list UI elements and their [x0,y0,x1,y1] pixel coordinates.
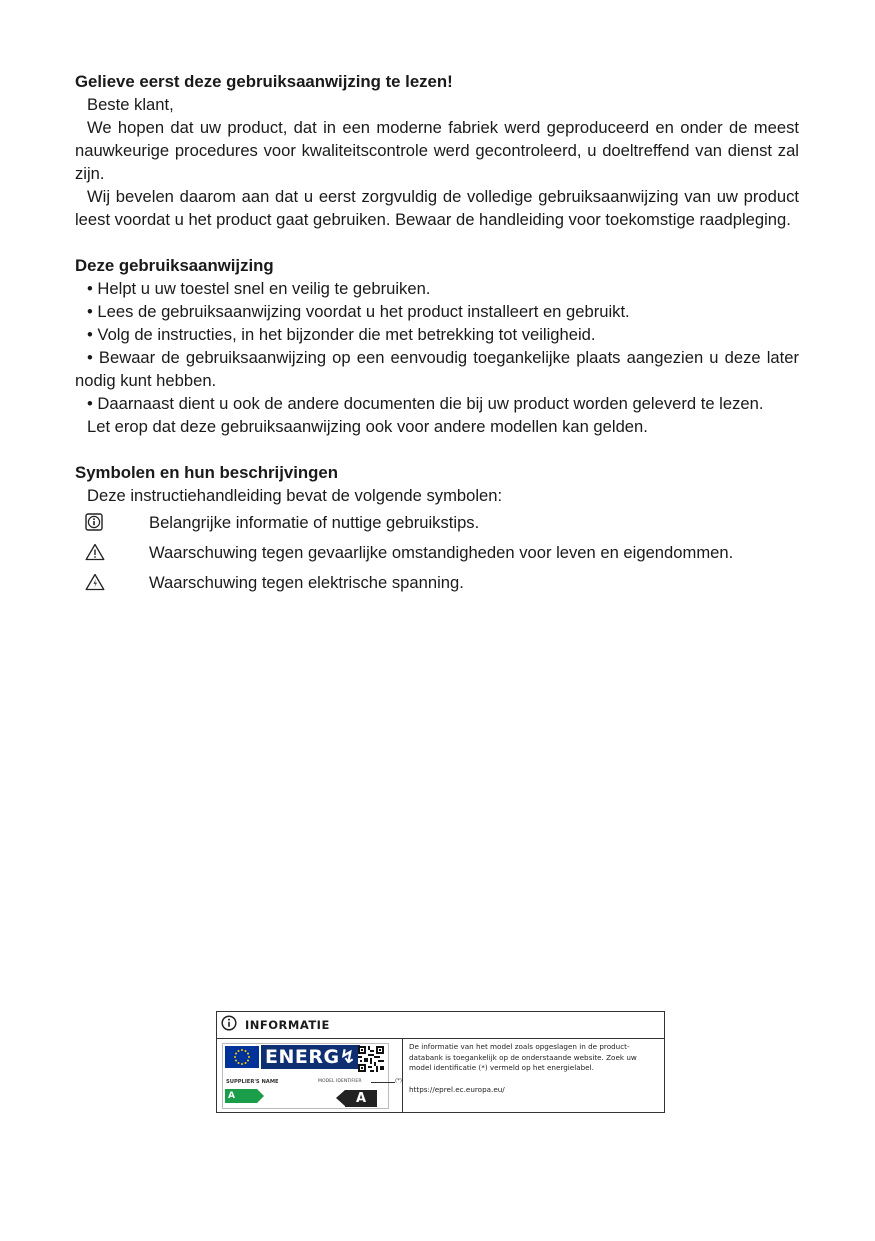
symbol-description: Belangrijke informatie of nuttige gebruikstips. [149,512,480,532]
symbols-heading: Symbolen en hun beschrijvingen [75,463,338,482]
symbol-description: Waarschuwing tegen gevaarlijke omstandigheden voor leven en eigendommen. [149,542,734,562]
info-icon [221,1015,237,1035]
document-page [75,70,799,597]
symbol-row [75,567,799,597]
manual-bullet: • Volg de instructies, in het bijzonder die met betrekking tot veiligheid. [87,325,596,344]
manual-note: Let erop dat deze gebruiksaanwijzing ook voor andere modellen kan gelden. [87,417,648,436]
energy-label [222,1043,403,1109]
information-header [217,1012,664,1039]
model-identifier: MODEL IDENTIFIER [318,1079,362,1084]
intro-paragraph-2: Wij bevelen daarom aan dat u eerst zorgvuldig de volledige gebruiksaanwijzing van uw product leest voordat u het product gaat gebruiken. Bewaar de handleiding voor toekomstige raadpleging. [75,187,799,229]
energy-label-column [217,1039,403,1113]
information-title: INFORMATIE [245,1018,330,1032]
symbols-intro: Deze instructiehandleiding bevat de volgende symbolen: [87,486,503,505]
manual-heading: Deze gebruiksaanwijzing [75,256,274,275]
energy-scale-arrow: A [225,1089,257,1103]
qr-code-icon [358,1046,384,1072]
energy-brand: ENERG↯ [261,1045,360,1069]
eu-flag-icon [225,1046,259,1068]
supplier-name: SUPPLIER'S NAME [226,1079,279,1085]
information-text-column [403,1039,664,1113]
warning-icon [75,543,149,561]
lightning-icon: ↯ [339,1046,357,1068]
symbol-description: Waarschuwing tegen elektrische spanning. [149,572,464,592]
model-pointer-line [371,1082,395,1083]
manual-bullet: • Lees de gebruiksaanwijzing voordat u het product installeert en gebruikt. [87,302,630,321]
information-box [216,1011,665,1113]
symbol-row [75,537,799,567]
info-icon [75,513,149,531]
information-body [217,1039,664,1113]
symbol-row [75,507,799,537]
greeting: Beste klant, [87,95,174,114]
manual-bullet: • Daarnaast dient u ook de andere documenten die bij uw product worden geleverd te lezen. [87,394,764,413]
model-marker: (*) [395,1078,403,1084]
electric-warning-icon [75,573,149,591]
eprel-link[interactable]: https://eprel.ec.europa.eu/ [409,1084,505,1094]
energy-class-badge: A [345,1090,377,1107]
information-text: De informatie van het model zoals opgeslagen in de product-databank is toegankelijk op de onderstaande website. Zoek uw model identificatie (*) vermeld op het energielabel. [409,1042,637,1072]
manual-bullet: • Helpt u uw toestel snel en veilig te gebruiken. [87,279,431,298]
intro-paragraph-1: We hopen dat uw product, dat in een moderne fabriek werd geproduceerd en onder de meest nauwkeurige procedures voor kwaliteitscontrole werd gecontroleerd, u doeltreffend van dienst zal zijn. [75,118,799,183]
intro-heading: Gelieve eerst deze gebruiksaanwijzing te lezen! [75,72,453,91]
manual-bullet: • Bewaar de gebruiksaanwijzing op een eenvoudig toegankelijke plaats aangezien u deze later nodig kunt hebben. [75,348,799,390]
